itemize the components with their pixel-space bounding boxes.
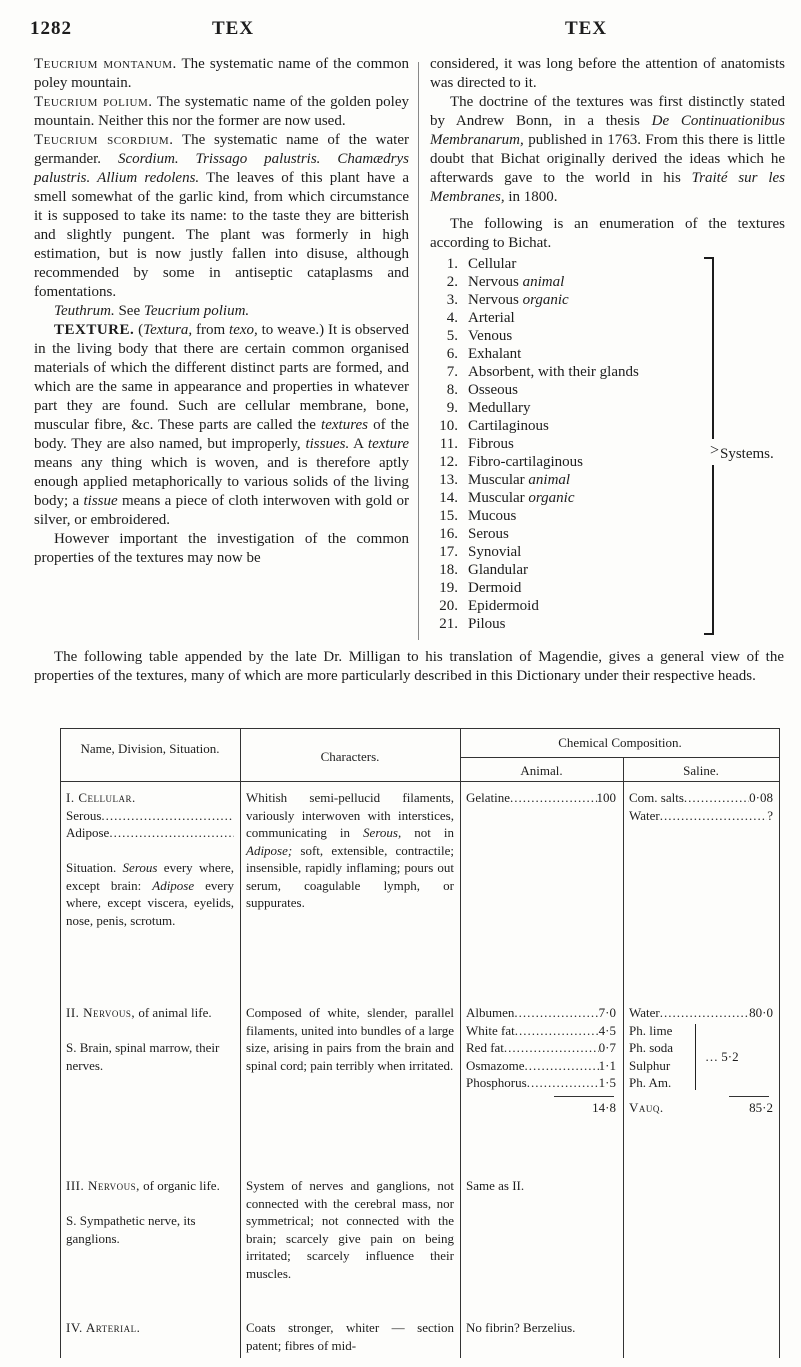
enum-label-text: Fibrous xyxy=(468,436,514,452)
row-nervous-animal-animal xyxy=(466,1004,616,1116)
row-heading: II. Nervous, xyxy=(66,1005,136,1020)
row-nervous-organic-name xyxy=(66,1177,234,1247)
paragraph-italic: De Continuationibus Membranarum, xyxy=(430,113,786,148)
entry-body: from xyxy=(196,322,226,338)
sub-item-label: Adipose xyxy=(66,825,110,840)
saline-group-value: … 5·2 xyxy=(705,1048,739,1064)
chem-item xyxy=(466,1074,616,1092)
dot-leader xyxy=(684,789,749,807)
enum-label-text: Mucous xyxy=(468,508,517,524)
characters-text: not in xyxy=(414,825,454,840)
enum-number: 17. xyxy=(439,544,458,560)
row-cellular-name xyxy=(66,789,234,929)
enum-number: 8. xyxy=(446,382,458,398)
chem-item xyxy=(466,1004,616,1022)
entry-head: TEXTURE. xyxy=(54,322,135,338)
chem-name: Phosphorus xyxy=(466,1075,527,1090)
situation-body: every where, except viscera, eyelids, nose, penis, scrotum. xyxy=(66,877,235,928)
enum-label-text: Glandular xyxy=(468,562,528,578)
texture-enumeration xyxy=(430,255,785,633)
chem-value: 80·0 xyxy=(749,1005,773,1020)
enum-label xyxy=(468,255,516,273)
enum-item xyxy=(430,615,785,633)
entry-teucrium-scordium xyxy=(34,131,409,302)
entry-head: Teuthrum. xyxy=(54,303,115,319)
col-divider-3 xyxy=(623,757,624,1358)
enum-number: 1. xyxy=(446,256,458,272)
enum-number: 18. xyxy=(439,562,458,578)
enum-label xyxy=(468,543,521,561)
dot-leader xyxy=(504,1039,599,1057)
col-divider-2 xyxy=(460,729,461,1358)
th-characters: Characters. xyxy=(320,749,380,764)
chem-name: Com. salts xyxy=(629,790,684,805)
subheader-line xyxy=(460,757,780,758)
situation-italic: Serous xyxy=(122,860,158,875)
characters-text: soft, extensible, contractile; insensible, rapidly inflaming; pours out serum, coagulable lymph, or suppurates. xyxy=(246,842,454,910)
row-nervous-organic-animal: Same as II. xyxy=(466,1178,525,1193)
sum-rule xyxy=(554,1096,614,1097)
row-cellular-animal xyxy=(466,789,616,807)
chem-name: Water xyxy=(629,1005,660,1020)
saline-group-list xyxy=(629,1022,773,1092)
entry-italic: tissue xyxy=(83,493,118,509)
dot-leader xyxy=(101,807,234,825)
enum-label-italic: organic xyxy=(528,490,575,506)
enum-label-text: Exhalant xyxy=(468,346,522,362)
enum-item xyxy=(430,345,785,363)
enum-label-text: Epidermoid xyxy=(468,598,539,614)
chem-value: 4·5 xyxy=(598,1022,616,1038)
running-head-left: TEX xyxy=(212,18,255,39)
paragraph-text: published in 1763. From this there is little doubt that Bichat originally derived the ideas which he afterwards gave to the world in his xyxy=(430,132,786,186)
entry-head: Teucrium scordium. xyxy=(34,132,174,148)
enum-number: 11. xyxy=(439,436,458,452)
row-arterial-animal: No fibrin? Berzelius. xyxy=(466,1320,576,1335)
enum-item xyxy=(430,507,785,525)
row-arterial-characters: Coats stronger, whiter — section patent; fibres of mid- xyxy=(246,1320,454,1353)
entry-body: The systematic name of the golden poley mountain. Neither this nor the former are now used. xyxy=(34,94,410,129)
paragraph-text: in 1800. xyxy=(508,189,558,205)
enum-item xyxy=(430,309,785,327)
saline-group xyxy=(629,1022,773,1092)
right-column xyxy=(430,55,785,633)
chem-name: Albumen xyxy=(466,1005,515,1020)
enum-number: 16. xyxy=(439,526,458,542)
chem-value: 7·0 xyxy=(598,1005,616,1020)
chem-value: 1·5 xyxy=(598,1075,616,1090)
enum-label-text: Absorbent, with their glands xyxy=(468,364,639,380)
enum-number: 10. xyxy=(439,418,458,434)
row-cellular-saline xyxy=(629,789,773,824)
paragraph-italic: Traité sur les Membranes, xyxy=(430,170,785,205)
enum-item xyxy=(430,597,785,615)
chem-name: Red fat xyxy=(466,1040,504,1055)
running-head-right: TEX xyxy=(565,18,608,39)
entry-texture xyxy=(34,321,409,530)
chem-value: 0·7 xyxy=(598,1040,616,1055)
enum-number: 14. xyxy=(439,490,458,506)
entry-synonyms: Scordium. Trissago palustris. Chamædrys palustris. Allium redolens. xyxy=(34,151,409,186)
enum-item xyxy=(430,579,785,597)
th-name: Name, Division, Situation. xyxy=(80,741,220,756)
saline-group-item: Ph. Am. xyxy=(629,1075,672,1090)
entry-italic: tissues. xyxy=(305,436,350,452)
enum-label-text: Nervous xyxy=(468,292,519,308)
systems-label: Systems. xyxy=(720,446,774,462)
enum-label-text: Dermoid xyxy=(468,580,522,596)
enum-number: 3. xyxy=(446,292,458,308)
situation-text: S. Sympathetic nerve, its ganglions. xyxy=(66,1213,196,1246)
enum-item xyxy=(430,381,785,399)
enum-label xyxy=(468,417,549,435)
enum-label xyxy=(468,345,521,363)
enum-number: 6. xyxy=(446,346,458,362)
enum-label xyxy=(468,399,530,417)
enum-item xyxy=(430,291,785,309)
enum-label-text: Fibro-cartilaginous xyxy=(468,454,583,470)
enum-label-italic: animal xyxy=(528,472,571,488)
chem-item xyxy=(466,1039,616,1057)
row-heading: III. Nervous, xyxy=(66,1178,140,1193)
animal-total: 14·8 xyxy=(592,1099,616,1115)
enum-label-text: Nervous xyxy=(468,274,519,290)
enum-number: 7. xyxy=(446,364,458,380)
chem-name: White fat xyxy=(466,1022,515,1038)
enum-number: 20. xyxy=(439,598,458,614)
chem-item xyxy=(629,1004,773,1022)
entry-body: means any thing which is woven, and is therefore aptly enough applied metaphorically to various solids of the living body; a xyxy=(34,455,409,509)
enum-label-text: Pilous xyxy=(468,616,506,632)
enum-label xyxy=(468,471,570,489)
page-header xyxy=(0,0,801,48)
saline-total-row xyxy=(629,1099,773,1117)
characters-italic: Serous, xyxy=(363,825,402,840)
enum-number: 13. xyxy=(439,472,458,488)
enum-label-text: Serous xyxy=(468,526,509,542)
enum-number: 4. xyxy=(446,310,458,326)
sum-rule xyxy=(729,1096,769,1097)
entry-italic: texo, xyxy=(229,322,258,338)
th-saline: Saline. xyxy=(683,763,719,778)
entry-body: The systematic name of the water germander. xyxy=(34,132,409,167)
enum-label-text: Venous xyxy=(468,328,513,344)
saline-group-item: Ph. lime xyxy=(629,1022,673,1038)
enum-item xyxy=(430,399,785,417)
authority-label: Vauq. xyxy=(629,1099,664,1115)
saline-group-item: Sulphur xyxy=(629,1057,671,1073)
enum-label-italic: organic xyxy=(522,292,569,308)
dot-leader xyxy=(515,1022,599,1040)
enum-label xyxy=(468,525,509,543)
enum-item xyxy=(430,489,785,507)
enum-label-text: Arterial xyxy=(468,310,515,326)
entry-body: The leaves of this plant have a smell somewhat of the garlic kind, from which circumstance it is supposed to take its name: to the taste they are bitterish and slightly pungent. The plant was formerly in high estimation, but is now justly fallen into disuse, although recommended by some in antiseptic cataplasms and fomentations. xyxy=(34,170,410,300)
enum-number: 15. xyxy=(439,508,458,524)
entry-teuthrum xyxy=(34,302,409,321)
entry-teucrium-montanum xyxy=(34,55,409,93)
dot-leader xyxy=(660,1004,749,1022)
enum-number: 2. xyxy=(446,274,458,290)
enum-label xyxy=(468,579,521,597)
situation-label: Situation. xyxy=(66,860,117,875)
situation-text: S. Brain, spinal marrow, their nerves. xyxy=(66,1040,220,1073)
brace-top-hook xyxy=(704,257,714,259)
entry-italic: textures xyxy=(321,417,368,433)
entry-body: means a piece of cloth interwoven with gold or silver, or embroidered. xyxy=(34,493,410,528)
chem-value: 100 xyxy=(596,790,616,805)
chem-name: Gelatine xyxy=(466,790,511,805)
enum-item xyxy=(430,417,785,435)
entry-body: However important the investigation of the common properties of the textures may now be xyxy=(34,531,409,566)
enum-label-text: Muscular xyxy=(468,472,525,488)
enum-number: 21. xyxy=(439,616,458,632)
enum-label xyxy=(468,615,506,633)
row-nervous-animal-saline xyxy=(629,1004,773,1116)
paragraph xyxy=(430,215,785,253)
dot-leader xyxy=(514,1004,598,1022)
chem-value: 1·1 xyxy=(598,1057,616,1073)
chem-value: 0·08 xyxy=(749,790,773,805)
saline-group-number: 5·2 xyxy=(721,1048,739,1064)
enum-label-text: Cartilaginous xyxy=(468,418,549,434)
enum-item xyxy=(430,273,785,291)
sub-item-label: Serous xyxy=(66,807,102,823)
entry-head: Teucrium montanum. xyxy=(34,56,177,72)
entry-italic: Textura, xyxy=(143,322,193,338)
enum-label-text: Muscular xyxy=(468,490,525,506)
enum-item xyxy=(430,363,785,381)
saline-group-item: Ph. soda xyxy=(629,1040,674,1055)
enum-label xyxy=(468,309,515,327)
row-nervous-organic-characters: System of nerves and ganglions, not connected with the cerebral mass, nor symmetrical; not connected with the brain; scarcely give pain on being irritated; scarcely influence their muscles. xyxy=(246,1178,454,1281)
enum-item xyxy=(430,561,785,579)
row-nervous-animal-name xyxy=(66,1004,234,1074)
entry-body: to weave.) It is observed in the living body that there are certain common organised materials of which the different distinct parts are formed, and which are the same in appearance and properties in whatever part they are found. Such are cellular membrane, bone, muscular fibre, &c. These parts are called the xyxy=(34,322,410,433)
brace-lower xyxy=(712,465,714,635)
enum-item xyxy=(430,543,785,561)
left-column xyxy=(34,55,409,568)
paragraph-text: considered, it was long before the attention of anatomists was directed to it. xyxy=(430,56,785,91)
entry-body: ( xyxy=(138,322,144,338)
enum-label xyxy=(468,507,516,525)
enum-item xyxy=(430,327,785,345)
table-intro-paragraph: The following table appended by the late Dr. Milligan to his translation of Magendie, gives a general view of the properties of the textures, many of which are more particularly described in this Dictionary under their respective heads. xyxy=(34,649,784,684)
brace-point: > xyxy=(710,442,720,459)
dot-leader xyxy=(510,789,596,807)
situation-text xyxy=(66,859,234,929)
enum-label xyxy=(468,363,639,381)
enum-number: 5. xyxy=(446,328,458,344)
sub-item xyxy=(66,824,234,842)
paragraph-text: The following is an enumeration of the textures according to Bichat. xyxy=(430,216,785,251)
row-heading-rest: of animal life. xyxy=(138,1005,212,1020)
enum-item xyxy=(430,525,785,543)
chem-list xyxy=(466,1004,616,1092)
situation-italic: Adipose xyxy=(152,877,195,893)
enum-label-text: Synovial xyxy=(468,544,522,560)
enum-label-text: Cellular xyxy=(468,256,517,272)
brace-bottom-hook xyxy=(704,633,714,635)
enum-item xyxy=(430,471,785,489)
chem-name: Water xyxy=(629,807,660,823)
enum-number: 9. xyxy=(446,400,458,416)
enum-label-text: Osseous xyxy=(468,382,519,398)
chem-item xyxy=(466,789,616,807)
dot-leader xyxy=(109,824,234,842)
chem-item xyxy=(629,789,773,807)
enum-label xyxy=(468,489,575,507)
page-number: 1282 xyxy=(30,18,72,39)
entry-teucrium-polium xyxy=(34,93,409,131)
textures-table xyxy=(60,728,780,1358)
chem-item xyxy=(629,807,773,825)
brace-upper xyxy=(712,259,714,439)
enumeration-list xyxy=(430,255,785,633)
enum-label xyxy=(468,435,514,453)
entry-italic: texture xyxy=(367,436,410,452)
chem-item xyxy=(466,1057,616,1075)
entry-body: of the body. They are also named, but improperly, xyxy=(34,417,410,452)
table-border-left xyxy=(60,729,61,1358)
row-heading-rest: of organic life. xyxy=(143,1178,220,1193)
dot-leader xyxy=(660,807,768,825)
row-cellular-characters xyxy=(246,789,454,912)
enum-label xyxy=(468,327,512,345)
entry-body: The systematic name of the common poley mountain. xyxy=(34,56,409,91)
header-bottom-line xyxy=(60,781,780,782)
th-chemical: Chemical Composition. xyxy=(558,735,682,750)
situation-body: every where, except brain: xyxy=(66,860,235,893)
characters-italic: Adipose; xyxy=(246,842,293,858)
enum-number: 12. xyxy=(439,454,458,470)
chem-item xyxy=(466,1022,616,1040)
enum-number: 19. xyxy=(439,580,458,596)
entry-body: A xyxy=(353,436,364,452)
entry-head: Teucrium polium. xyxy=(34,94,153,110)
paragraph-text: The doctrine of the textures was first distinctly stated by Andrew Bonn, in a thesis xyxy=(430,94,785,129)
dot-leader xyxy=(527,1074,599,1092)
row-heading: I. Cellular. xyxy=(66,790,136,805)
column-divider xyxy=(418,62,419,640)
entry-crossref: Teucrium polium. xyxy=(143,303,250,319)
row-heading: IV. Arterial. xyxy=(66,1320,141,1335)
enum-label xyxy=(468,381,518,399)
row-arterial-name xyxy=(66,1319,234,1337)
th-animal: Animal. xyxy=(520,763,563,778)
chem-name: Osmazome xyxy=(466,1057,525,1073)
enum-label-text: Medullary xyxy=(468,400,531,416)
characters-text: Whitish semi-pellucid filaments, variously interwoven with interstices, communicating in xyxy=(246,790,454,840)
dot-leader xyxy=(524,1057,598,1075)
enum-label xyxy=(468,453,583,471)
entry-body: See xyxy=(118,303,141,319)
col-divider-1 xyxy=(240,729,241,1358)
enum-label xyxy=(468,291,569,309)
entry-continuation xyxy=(34,530,409,568)
enum-label-italic: animal xyxy=(522,274,565,290)
enum-label xyxy=(468,597,539,615)
paragraph xyxy=(430,55,785,93)
enum-item xyxy=(430,255,785,273)
chem-value: ? xyxy=(767,807,773,823)
row-nervous-animal-characters: Composed of white, slender, parallel filaments, united into bundles of a large size, arising in pairs from the brain and spinal cord; pain terribly when irritated. xyxy=(246,1005,454,1073)
saline-total: 85·2 xyxy=(749,1099,773,1115)
table-border-right xyxy=(779,729,780,1358)
enum-label xyxy=(468,561,528,579)
saline-brace xyxy=(695,1024,696,1090)
sub-item xyxy=(66,807,234,825)
enum-label xyxy=(468,273,564,291)
paragraph xyxy=(430,93,785,207)
